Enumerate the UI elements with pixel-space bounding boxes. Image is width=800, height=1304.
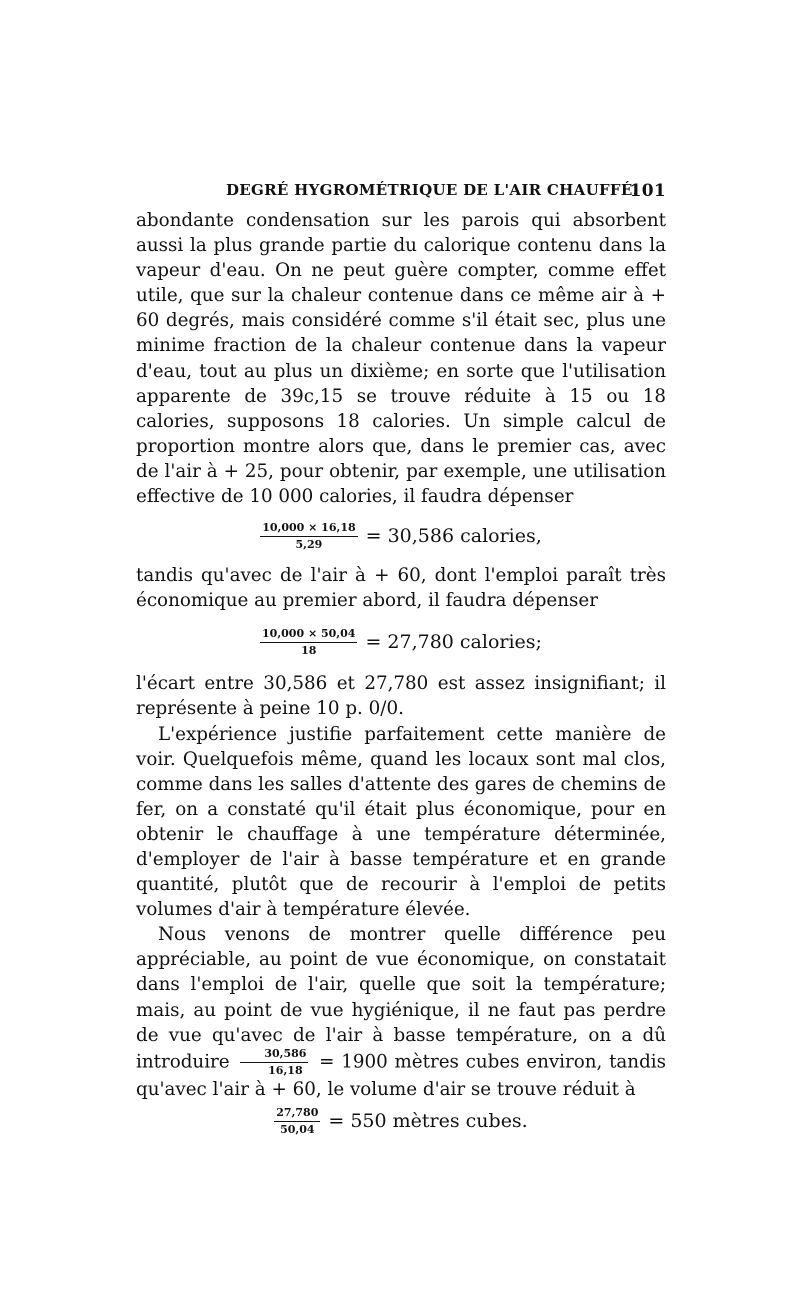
- equation-2-denominator: 18: [301, 643, 317, 657]
- paragraph-tandis: tandis qu'avec de l'air à + 60, dont l'emploi paraît très économique au premier abord, il faudra dépenser: [136, 565, 666, 612]
- running-header: [226, 181, 666, 205]
- equation-3-denominator: 50,04: [280, 1123, 315, 1137]
- equation-2-fraction: [260, 628, 357, 657]
- paragraph-nous-venons-part1: Nous venons de montrer quelle différence peu appréciable, au point de vue économique, on constatait dans l'emploi de l'air, quelle que soit la température; mais, au point de vue hygiénique, il ne faut pas perdre de vue qu'avec de l'air à basse température, on a dû introduire: [136, 924, 666, 1073]
- paragraph-continued: abondante condensation sur les parois qui absorbent aussi la plus grande partie du calorique contenu dans la vapeur d'eau. On ne peut guère compter, comme effet utile, que sur la chaleur contenue dans ce même air à + 60 degrés, mais considéré comme s'il était sec, plus une minime fraction de la chaleur contenue dans la vapeur d'eau, tout au plus un dixième; en sorte que l'utilisation apparente de 39c,15 se trouve réduite à 15 ou 18 calories, supposons 18 calories. Un simple calcul de proportion montre alors que, dans le premier cas, avec de l'air à + 25, pour obtenir, par exemple, une utilisation effective de 10 000 calories, il faudra dépenser: [136, 210, 666, 508]
- paragraph-nous-venons-part2: = 1900 mètres cubes environ, tandis qu'avec l'air à + 60, le volume d'air se trouve réduit à: [136, 1051, 667, 1100]
- paragraph-ecart: l'écart entre 30,586 et 27,780 est assez insignifiant; il représente à peine 10 p. 0/0.: [136, 673, 666, 720]
- inline-fraction: [240, 1048, 308, 1077]
- equation-1-result: = 30,586 calories,: [365, 524, 542, 547]
- equation-2: [136, 613, 666, 671]
- page-body: [136, 208, 666, 1142]
- equation-2-numerator: 10,000 × 50,04: [260, 628, 357, 643]
- paragraph-experience: L'expérience justifie parfaitement cette manière de voir. Quelquefois même, quand les locaux sont mal clos, comme dans les salles d'attente des gares de chemins de fer, on a constaté qu'il était plus économique, pour en obtenir le chauffage à une température déterminée, d'employer de l'air à basse température et en grande quantité, plutôt que de recourir à l'emploi de petits volumes d'air à température élevée.: [136, 723, 666, 921]
- equation-3-numerator: 27,780: [274, 1107, 320, 1122]
- running-title: DEGRÉ HYGROMÉTRIQUE DE L'AIR CHAUFFÉ.: [226, 181, 639, 199]
- equation-3-result: = 550 mètres cubes.: [328, 1110, 528, 1133]
- equation-3-fraction: [274, 1107, 320, 1136]
- inline-fraction-numerator: 30,586: [240, 1048, 308, 1063]
- equation-3: [136, 1102, 666, 1142]
- equation-1-denominator: 5,29: [295, 537, 323, 551]
- equation-1-fraction: [260, 522, 357, 551]
- paragraph-nous-venons: [136, 922, 666, 1102]
- equation-1: [136, 509, 666, 563]
- page-number: 101: [629, 181, 666, 201]
- equation-2-result: = 27,780 calories;: [365, 630, 542, 653]
- equation-1-numerator: 10,000 × 16,18: [260, 522, 357, 537]
- inline-fraction-denominator: 16,18: [268, 1063, 303, 1077]
